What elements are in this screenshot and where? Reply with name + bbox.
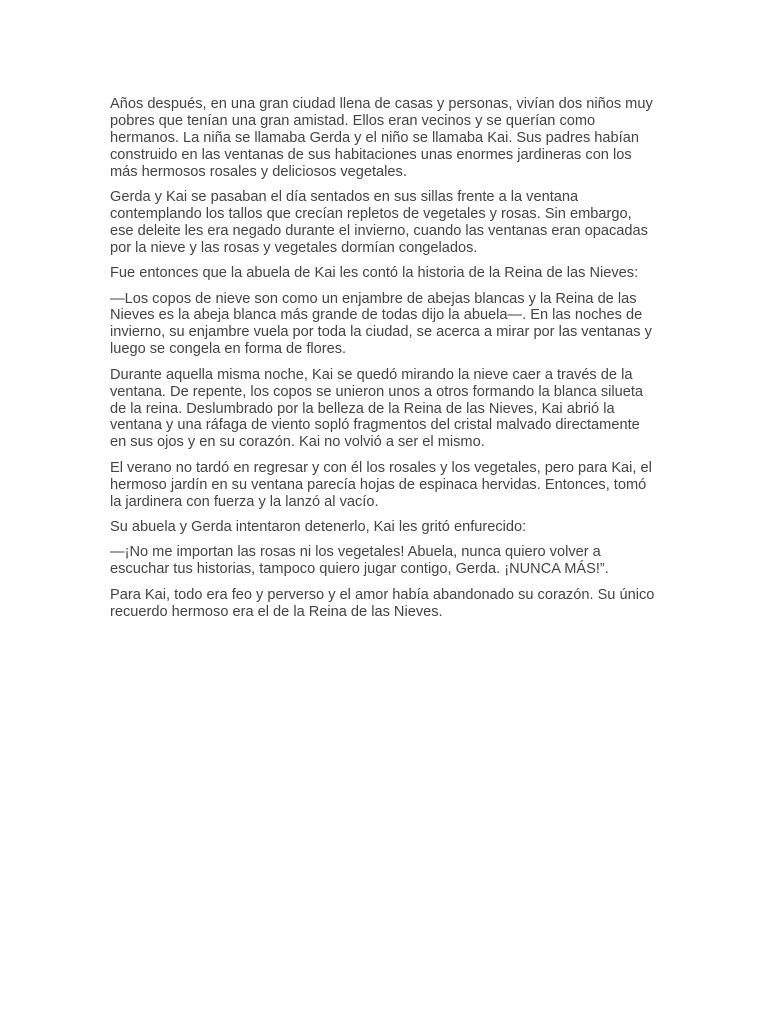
- paragraph-9: Para Kai, todo era feo y perverso y el amor había abandonado su corazón. Su único recuerdo hermoso era el de la Reina de las Nieves.: [110, 586, 655, 620]
- document-body: [110, 96, 658, 629]
- paragraph-5: Durante aquella misma noche, Kai se quedó mirando la nieve caer a través de la ventana. De repente, los copos se unieron unos a otros formando la blanca silueta de la reina. Deslumbrado por la belleza de la Reina de las Nieves, Kai abrió la ventana y una ráfaga de viento sopló fragmentos del cristal malvado directamente en sus ojos y en su corazón. Kai no volvió a ser el mismo.: [110, 366, 644, 451]
- paragraph-1: Años después, en una gran ciudad llena de casas y personas, vivían dos niños muy pobres que tenían una gran amistad. Ellos eran vecinos y se querían como hermanos. La niña se llamaba Gerda y el niño se llamaba Kai. Sus padres habían construido en las ventanas de sus habitaciones unas enormes jardineras con los más hermosos rosales y deliciosos vegetales.: [110, 96, 653, 180]
- paragraph-8: —¡No me importan las rosas ni los vegetales! Abuela, nunca quiero volver a escuchar tus historias, tampoco quiero jugar contigo, Gerda. ¡NUNCA MÁS!”.: [110, 544, 609, 578]
- paragraph-4: —Los copos de nieve son como un enjambre de abejas blancas y la Reina de las Nieves es la abeja blanca más grande de todas dijo la abuela—. En las noches de invierno, su enjambre vuela por toda la ciudad, se acerca a mirar por las ventanas y luego se congela en forma de flores.: [110, 290, 652, 358]
- paragraph-3: Fue entonces que la abuela de Kai les contó la historia de la Reina de las Nieves:: [110, 265, 639, 282]
- paragraph-6: El verano no tardó en regresar y con él los rosales y los vegetales, pero para Kai, el hermoso jardín en su ventana parecía hojas de espinaca hervidas. Entonces, tomó la jardinera con fuerza y la lanzó al vacío.: [110, 459, 652, 510]
- paragraph-2: Gerda y Kai se pasaban el día sentados en sus sillas frente a la ventana contemplando los tallos que crecían repletos de vegetales y rosas. Sin embargo, ese deleite les era negado durante el invierno, cuando las ventanas eran opacadas por la nieve y las rosas y vegetales dormían congelados.: [110, 189, 648, 256]
- paragraph-7: Su abuela y Gerda intentaron detenerlo, Kai les gritó enfurecido:: [110, 518, 527, 535]
